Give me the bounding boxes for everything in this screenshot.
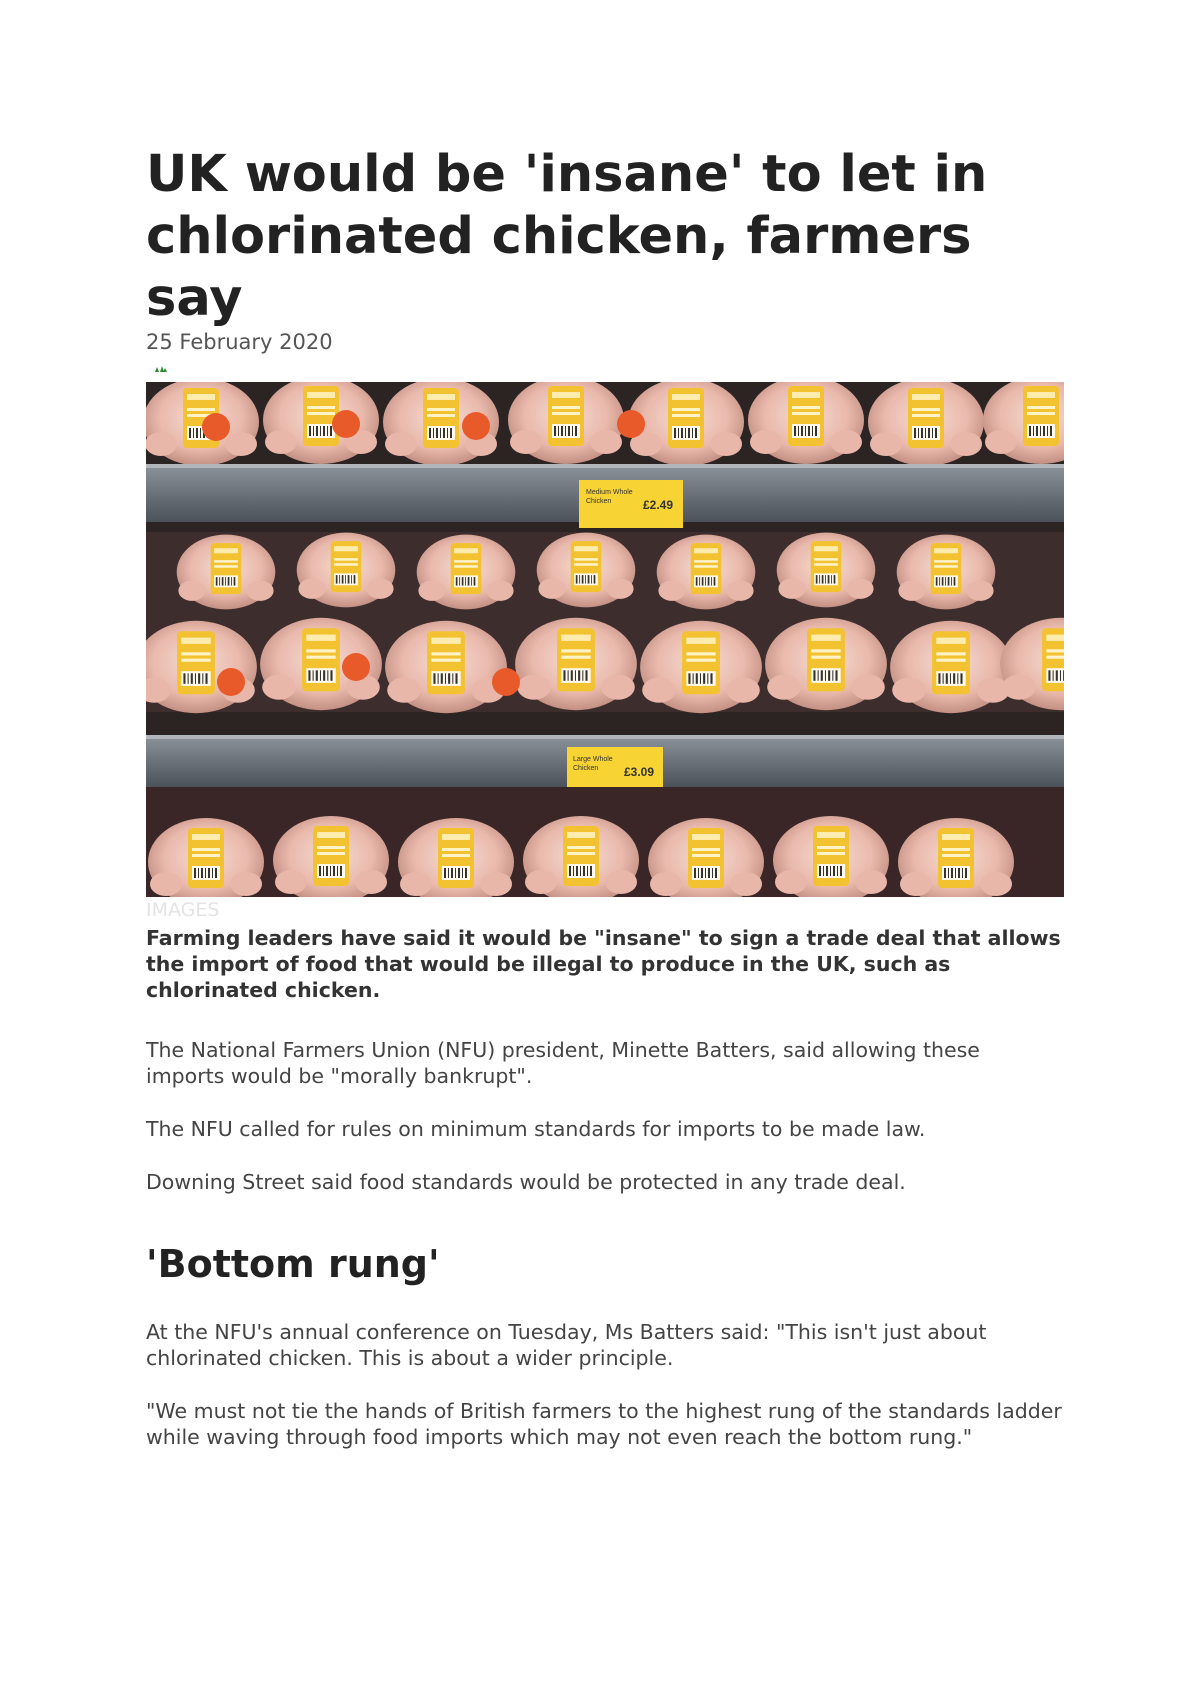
headline: UK would be 'insane' to let in chlorinated chicken, farmers say [146, 145, 988, 328]
shelf-label-2-line2: Chicken [573, 765, 599, 772]
subheading: 'Bottom rung' [146, 1242, 440, 1286]
shelf-label-1-line1: Medium Whole [586, 489, 633, 496]
body-paragraph: The National Farmers Union (NFU) president, Minette Batters, said allowing these imports would be "morally bankrupt". [146, 1038, 980, 1088]
article-photo [146, 382, 1064, 897]
shelf-label-2-price: £3.09 [624, 765, 655, 779]
shelf-label-2-line1: Large Whole [573, 756, 613, 763]
body-paragraph: At the NFU's annual conference on Tuesday, Ms Batters said: "This isn't just about chlorinated chicken. This is about a wider principle. [146, 1320, 987, 1370]
body-paragraph: "We must not tie the hands of British farmers to the highest rung of the standards ladder while waving through food imports which may not even reach the bottom rung." [146, 1399, 1062, 1449]
image-credit: IMAGES [146, 899, 220, 921]
source-logo-icon [154, 365, 168, 373]
publish-date: 25 February 2020 [146, 330, 333, 354]
shelf-label-1-price: £2.49 [643, 498, 674, 512]
shelf-label-1-line2: Chicken [586, 498, 612, 505]
body-paragraph: Downing Street said food standards would be protected in any trade deal. [146, 1170, 906, 1194]
intro-paragraph: Farming leaders have said it would be "insane" to sign a trade deal that allows the import of food that would be illegal to produce in the UK, such as chlorinated chicken. [146, 926, 1061, 1002]
body-paragraph: The NFU called for rules on minimum standards for imports to be made law. [146, 1117, 926, 1141]
